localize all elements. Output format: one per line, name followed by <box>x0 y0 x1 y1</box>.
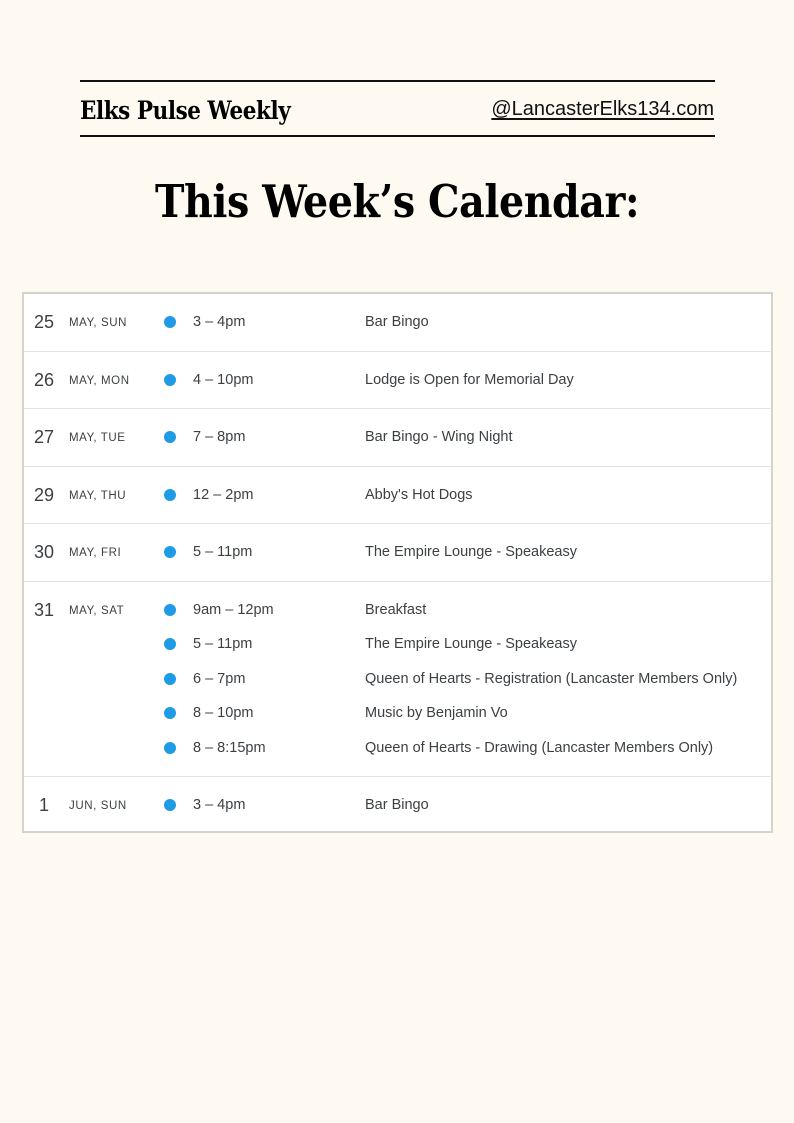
event-title: Music by Benjamin Vo <box>365 705 508 721</box>
date-label: MAY, THU <box>69 489 127 502</box>
event-row[interactable] <box>24 478 771 513</box>
event-title: Breakfast <box>365 601 427 618</box>
date-number[interactable]: 27 <box>33 427 55 447</box>
day-group <box>24 409 771 467</box>
date-number[interactable]: 31 <box>33 599 55 620</box>
event-row[interactable] <box>24 788 771 823</box>
date-number[interactable]: 30 <box>33 542 55 562</box>
event-time: 4 – 10pm <box>193 371 254 388</box>
event-time: 5 – 11pm <box>193 544 253 560</box>
calendar-agenda <box>22 292 773 833</box>
event-row[interactable] <box>24 662 771 697</box>
day-group <box>24 294 771 352</box>
event-time: 9am – 12pm <box>193 601 274 618</box>
date-label: MAY, TUE <box>69 432 126 444</box>
event-dot-icon <box>164 546 176 558</box>
event-row[interactable] <box>24 535 771 570</box>
date-label: MAY, MON <box>69 374 130 387</box>
masthead-top-rule <box>80 80 715 82</box>
event-time: 12 – 2pm <box>193 486 254 503</box>
date-label: MAY, FRI <box>69 547 122 559</box>
event-time: 8 – 8:15pm <box>193 739 266 756</box>
event-title: Lodge is Open for Memorial Day <box>365 371 574 388</box>
event-title: Bar Bingo <box>365 314 429 330</box>
date-number[interactable]: 26 <box>33 369 55 390</box>
event-time: 3 – 4pm <box>193 797 246 813</box>
event-dot-icon <box>164 707 176 719</box>
event-time: 6 – 7pm <box>193 670 246 687</box>
event-title: Abby's Hot Dogs <box>365 486 473 503</box>
day-group <box>24 582 771 778</box>
day-group <box>24 524 771 582</box>
day-group <box>24 352 771 410</box>
event-row[interactable] <box>24 305 771 340</box>
day-group <box>24 777 771 831</box>
event-time: 7 – 8pm <box>193 429 246 445</box>
page-title <box>0 172 794 232</box>
event-row[interactable] <box>24 593 771 628</box>
event-title: Queen of Hearts - Drawing (Lancaster Members Only) <box>365 739 714 756</box>
date-number[interactable]: 1 <box>38 795 49 815</box>
event-title: The Empire Lounge - Speakeasy <box>365 544 577 560</box>
event-title: Bar Bingo - Wing Night <box>365 429 513 445</box>
date-label: MAY, SUN <box>69 317 128 329</box>
event-dot-icon <box>164 316 176 328</box>
event-time: 8 – 10pm <box>193 705 254 721</box>
date-number[interactable]: 29 <box>33 484 55 505</box>
event-dot-icon <box>164 673 176 685</box>
event-dot-icon <box>164 489 176 501</box>
event-title: The Empire Lounge - Speakeasy <box>365 636 577 652</box>
event-row[interactable] <box>24 363 771 398</box>
newsletter-masthead: Elks Pulse Weekly <box>80 96 291 125</box>
event-dot-icon <box>164 638 176 650</box>
event-dot-icon <box>164 742 176 754</box>
date-label: JUN, SUN <box>69 800 127 812</box>
date-label: MAY, SAT <box>69 604 125 617</box>
event-row[interactable] <box>24 420 771 455</box>
event-title: Bar Bingo <box>365 797 429 813</box>
event-dot-icon <box>164 431 176 443</box>
day-group <box>24 467 771 525</box>
event-dot-icon <box>164 604 176 616</box>
event-dot-icon <box>164 374 176 386</box>
event-row[interactable] <box>24 731 771 766</box>
event-dot-icon <box>164 799 176 811</box>
website-handle-link[interactable]: @LancasterElks134.com <box>491 98 714 120</box>
event-title: Queen of Hearts - Registration (Lancaster Members Only) <box>365 670 738 687</box>
event-time: 5 – 11pm <box>193 636 253 652</box>
event-row[interactable] <box>24 696 771 731</box>
page-title-text: This Week’s Calendar: <box>154 175 640 229</box>
event-time: 3 – 4pm <box>193 314 246 330</box>
date-number[interactable]: 25 <box>33 312 55 332</box>
event-row[interactable] <box>24 627 771 662</box>
masthead-bottom-rule <box>80 135 715 137</box>
